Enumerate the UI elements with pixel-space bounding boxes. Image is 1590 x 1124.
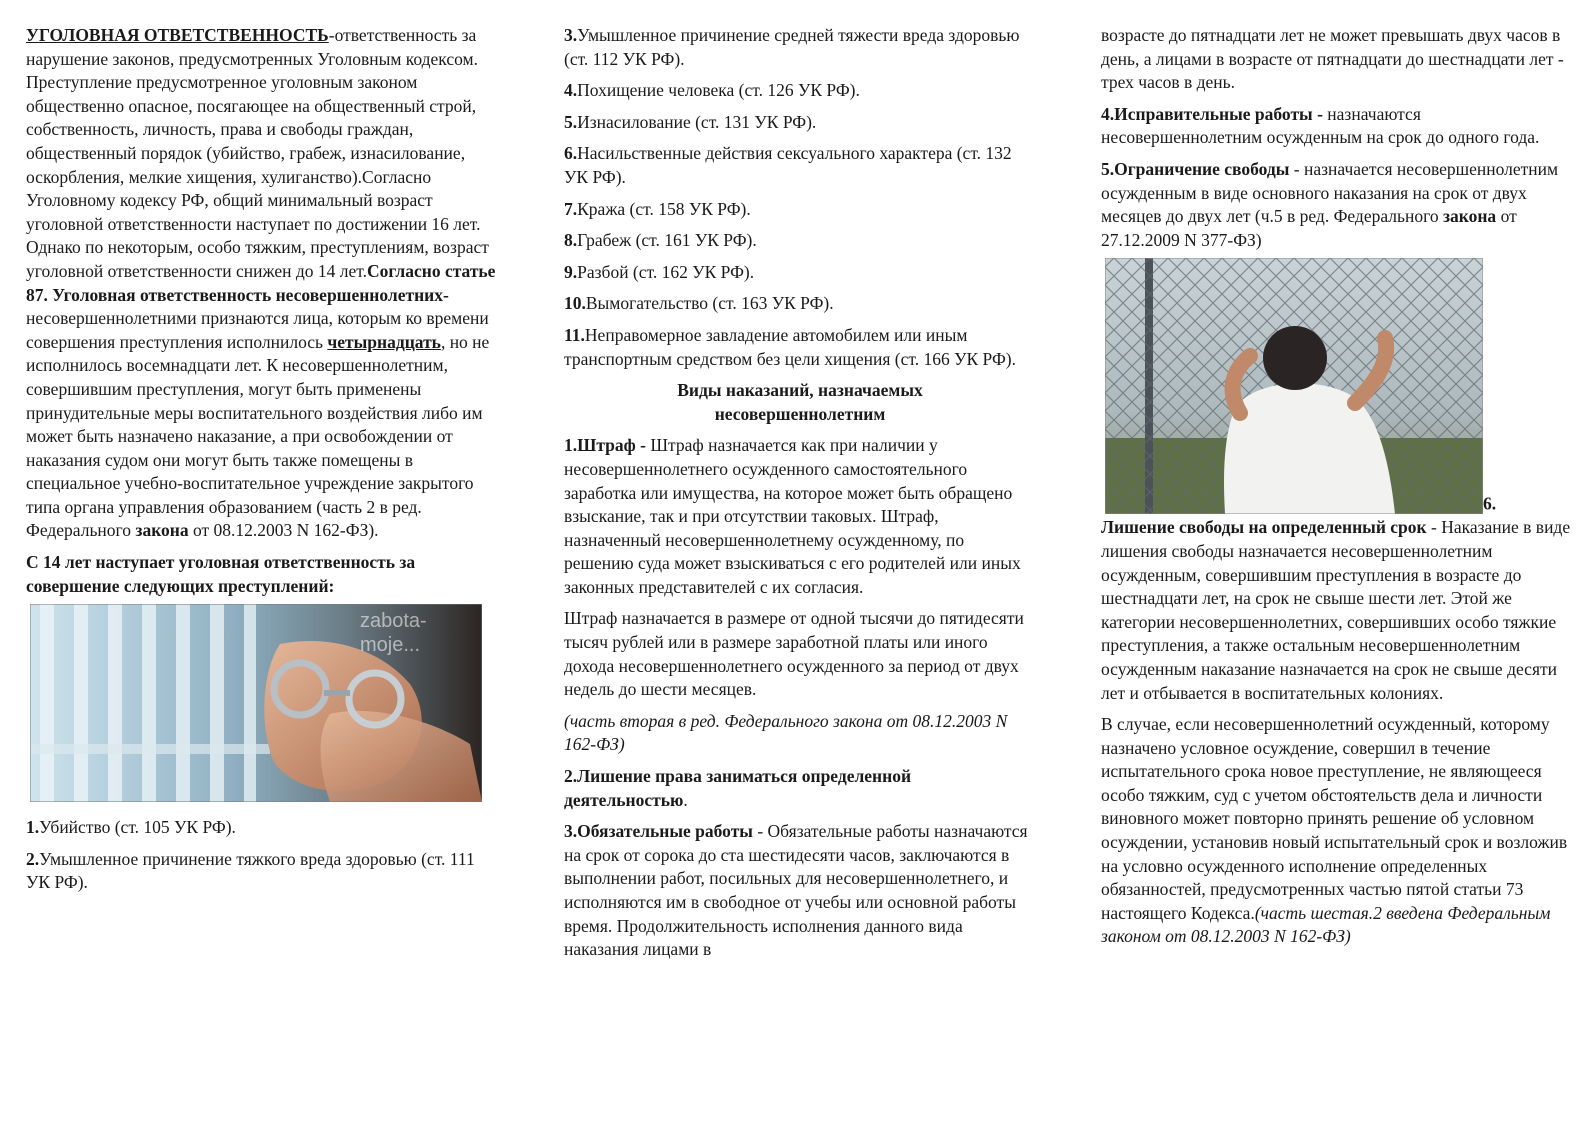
deprivation-paragraph	[564, 765, 1036, 812]
item-text: Разбой (ст. 162 УК РФ).	[577, 261, 755, 282]
item-number: 2.	[26, 848, 40, 869]
intro-title: УГОЛОВНАЯ ОТВЕТСТВЕННОСТЬ	[26, 25, 329, 45]
deprivation-title: 2.Лишение права заниматься определенной деятельностью	[564, 766, 912, 810]
mandatory-work-text: - Обязательные работы назначаются на срок от сорока до ста шестидесяти часов, заключаются в выполнении работ, посильных для несовершеннолетнего, и исполняются им в свободное от учебы или основной работы время. Продолжительность исполнения данного вида наказания лицами в	[564, 821, 1028, 960]
fine-title: 1.Штраф -	[564, 435, 646, 456]
law-word: закона	[135, 520, 189, 541]
column-left	[26, 24, 500, 903]
item-text: Изнасилование (ст. 131 УК РФ).	[577, 111, 817, 132]
item-number: 7.	[564, 198, 578, 219]
intro-paragraph	[26, 24, 500, 543]
restriction-title: 5.Ограничение свободы	[1101, 158, 1290, 179]
fine-amount-paragraph: Штраф назначается в размере от одной тысячи до пятидесяти тысяч рублей или в размере заработной платы или иного дохода несовершеннолетнего осужденного за период от двух недель до шести месяцев.	[564, 608, 1024, 700]
restriction-paragraph	[1101, 158, 1571, 252]
fence-illustration	[1105, 258, 1483, 514]
law-date: от 27.12.2009 N 377-ФЗ)	[1101, 206, 1517, 250]
article-87-text-cont: , но не исполнилось восемнадцати лет. К несовершеннолетним, совершившим преступления, могут быть применены принудительные меры воспитательного воздействия либо им может быть назначено наказание, а при освобождении от наказания судом они могут быть также помещены в специальное учебно-воспитательное учреждение закрытого типа органа управления образованием (часть 2 в ред. Федерального	[26, 331, 490, 541]
law-date: от 08.12.2003 N 162-ФЗ).	[188, 520, 379, 541]
list-item	[564, 261, 1036, 285]
photo-watermark: zabota-moje...	[360, 610, 427, 656]
list-item	[26, 848, 500, 895]
item-number: 10.	[564, 293, 586, 314]
punishments-heading: Виды наказаний, назначаемых несовершеннолетним	[677, 380, 923, 424]
mandatory-work-continued: возрасте до пятнадцати лет не может превышать двух часов в день, а лицами в возрасте от пятнадцати до шестнадцати лет - трех часов в день.	[1101, 25, 1564, 93]
list-item	[564, 142, 1036, 189]
deprivation-dot: .	[683, 789, 688, 810]
item-text: Убийство (ст. 105 УК РФ).	[39, 817, 236, 838]
item-number: 6.	[564, 143, 578, 164]
conditional-text: В случае, если несовершеннолетний осужденный, которому назначено условное осуждение, совершил в течение испытательного срока новое преступление, не являющееся особо тяжким, суд с учетом обстоятельств дела и личности виновного может повторно принять решение об условном осуждении, установив новый испытательный срок и возложив на условно осужденного исполнение определенных обязанностей, предусмотренных частью пятой статьи 73 настоящего Кодекса.	[1101, 714, 1568, 923]
item-number: 3.	[564, 25, 578, 45]
mandatory-work-paragraph	[564, 820, 1036, 962]
imprisonment-title: Лишение свободы на определенный срок	[1101, 517, 1427, 538]
list-item	[26, 816, 500, 840]
item-number: 6.	[1483, 493, 1497, 514]
restriction-text: - назначается несовершеннолетним осужденным в виде основного наказания на срок от двух месяцев до двух лет (ч.5 в ред. Федерального	[1101, 158, 1559, 227]
list-item	[564, 111, 1036, 135]
intro-text: ответственность за нарушение законов, предусмотренных Уголовным кодексом. Преступление предусмотренное уголовным законом общественно опасное, посягающее на общественный строй, собственность, личность, права и свободы граждан, общественный порядок (убийство, грабеж, изнасилование, оскорбления, мелкие хищения, хулиганство).Согласно Уголовному кодексу РФ, общий минимальный возраст уголовной ответственности наступает по достижении 16 лет. Однако по некоторым, особо тяжким, преступлениям, возраст уголовной ответственности снижен до 14 лет.	[26, 25, 489, 281]
item-text: Грабеж (ст. 161 УК РФ).	[577, 230, 757, 251]
law-word: закона	[1442, 206, 1497, 227]
list-item	[564, 198, 1036, 222]
item-text: Умышленное причинение тяжкого вреда здоровью (ст. 111 УК РФ).	[26, 848, 475, 893]
imprisonment-paragraph	[1101, 516, 1571, 705]
article-87-text: несовершеннолетними признаются лица, которым ко времени совершения преступления исполнилось	[26, 308, 489, 352]
crimes-heading	[26, 551, 500, 598]
article-87-title: Согласно статье 87. Уголовная ответственность несовершеннолетних-	[26, 260, 496, 305]
intro-dash: -	[328, 25, 335, 45]
column-right	[1101, 24, 1571, 957]
item-text: Неправомерное завладение автомобилем или иным транспортным средством без цели хищения (ст. 166 УК РФ).	[564, 324, 1017, 369]
fine-text: Штраф назначается как при наличии у несовершеннолетнего осужденного самостоятельного заработка или имущества, на которое может быть обращено взыскание, так и при отсутствии таковых. Штраф, назначенный несовершеннолетнему осужденному, по решению суда может взыскиваться с его родителей или иных законных представителей с их согласия.	[564, 435, 1021, 597]
fence-photo	[1105, 258, 1483, 514]
crime-list-col2	[564, 24, 1036, 371]
item-number: 5.	[564, 111, 578, 132]
fine-paragraph	[564, 434, 1036, 599]
correctional-work-paragraph	[1101, 103, 1571, 150]
age-fourteen-word: четырнадцать	[327, 331, 441, 352]
conditional-note: (часть шестая.2 введена Федеральным законом от 08.12.2003 N 162-ФЗ)	[1101, 902, 1551, 947]
mandatory-work-title: 3.Обязательные работы	[564, 821, 753, 842]
item-number: 8.	[564, 230, 578, 251]
item-number: 4.	[564, 80, 578, 101]
fence-figure-line	[1101, 256, 1571, 516]
column-middle	[564, 24, 1036, 970]
imprisonment-text: - Наказание в виде лишения свободы назначается несовершеннолетним осужденным, совершившим преступления в возрасте до шестнадцати лет, на срок не свыше шести лет. Этой же категории несовершеннолетних, совершивших особо тяжкие преступления, а также остальным несовершеннолетним осужденным наказание назначается на срок не свыше десяти лет и отбывается в воспитательных колониях.	[1101, 517, 1571, 703]
item-number: 1.	[26, 817, 40, 838]
fine-note: (часть вторая в ред. Федерального закона от 08.12.2003 N 162-ФЗ)	[564, 710, 1008, 755]
list-item	[564, 24, 1036, 71]
correctional-work-title: 4.Исправительные работы -	[1101, 103, 1323, 124]
list-item	[564, 229, 1036, 253]
conditional-paragraph	[1101, 713, 1571, 949]
handcuffs-photo	[30, 604, 482, 802]
crimes-heading-text: С 14 лет наступает уголовная ответственность за совершение следующих преступлений:	[26, 552, 416, 596]
item-text: Вымогательство (ст. 163 УК РФ).	[585, 293, 834, 314]
item-text: Умышленное причинение средней тяжести вреда здоровью (ст. 112 УК РФ).	[564, 25, 1020, 69]
correctional-work-text: назначаются несовершеннолетним осужденным на срок до одного года.	[1101, 103, 1540, 148]
item-text: Похищение человека (ст. 126 УК РФ).	[577, 80, 860, 101]
crime-list-col1	[26, 816, 500, 895]
list-item	[564, 292, 1036, 316]
item-number: 11.	[564, 324, 585, 345]
list-item	[564, 79, 1036, 103]
item-text: Кража (ст. 158 УК РФ).	[577, 198, 751, 219]
list-item	[564, 324, 1036, 371]
item-text: Насильственные действия сексуального характера (ст. 132 УК РФ).	[564, 143, 1012, 187]
item-number: 9.	[564, 261, 578, 282]
